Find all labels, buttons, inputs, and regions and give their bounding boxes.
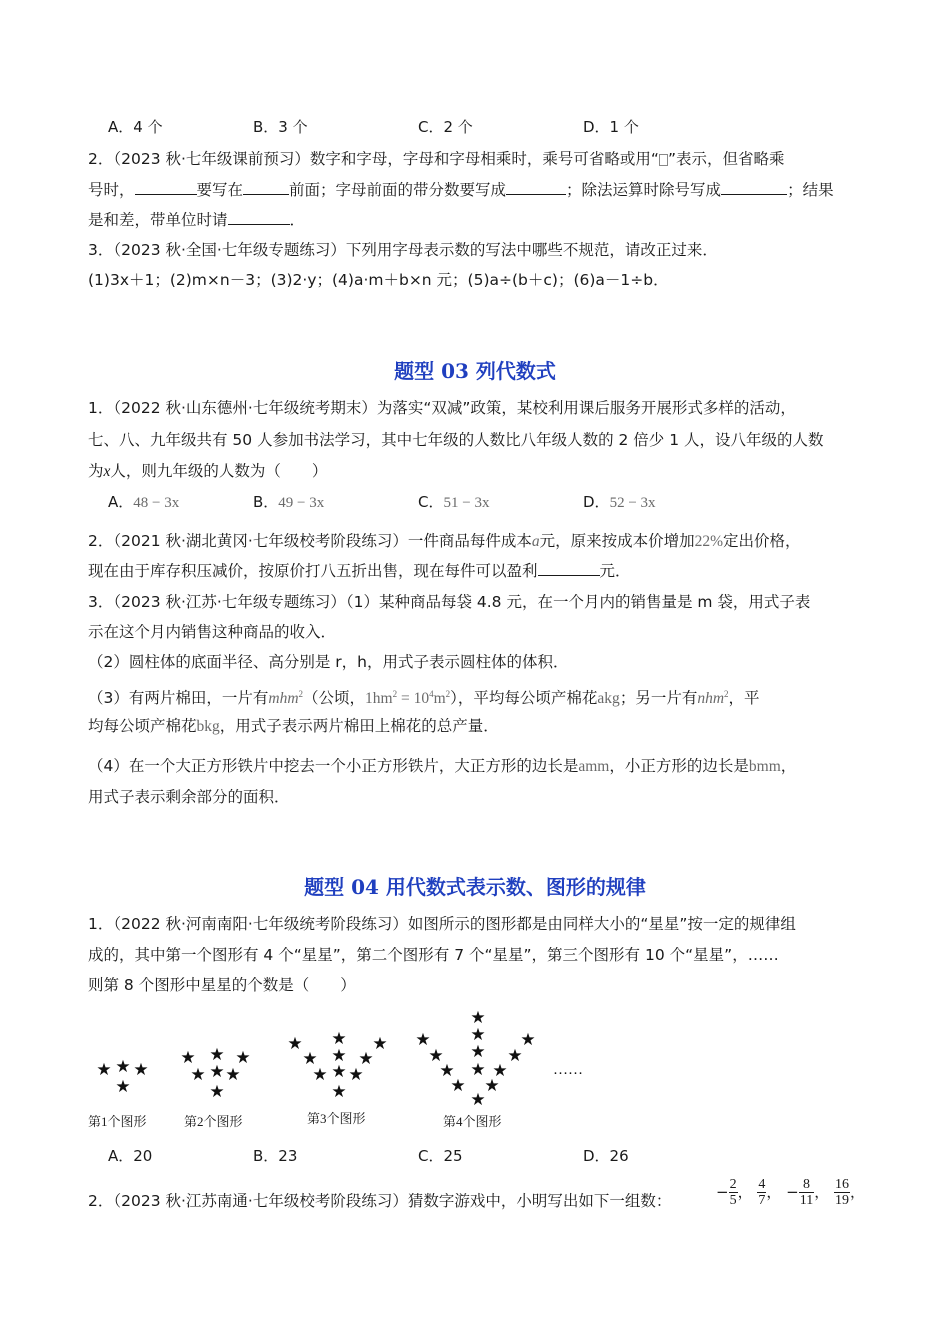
option-b: B．23	[253, 1147, 298, 1165]
question-text: 2．（2021 秋·湖北黄冈·七年级校考阶段练习）一件商品每件成本a元，原来按成本价增加22%定出价格，	[88, 532, 801, 550]
option-c: C．25	[418, 1147, 463, 1165]
question-text: 示在这个月内销售这种商品的收入．	[88, 623, 337, 641]
star-icon-fig1: ★	[96, 1060, 112, 1080]
star-icon-fig4: ★	[470, 1060, 486, 1080]
star-icon-fig4: ★	[470, 1008, 486, 1028]
answer-blank[interactable]	[228, 210, 290, 225]
star-icon-fig4: ★	[415, 1030, 431, 1050]
option-a: A．48 − 3x	[108, 493, 180, 511]
star-icon-fig4: ★	[439, 1061, 455, 1081]
figure-caption: 第4个图形	[443, 1114, 502, 1129]
ellipsis: ……	[553, 1062, 583, 1078]
star-icon-fig4: ★	[520, 1030, 536, 1050]
question-text: 为x人，则九年级的人数为（ ）	[88, 462, 328, 480]
star-icon-fig4: ★	[492, 1061, 508, 1081]
option-d: D．26	[583, 1147, 629, 1165]
question-text: 1．（2022 秋·河南南阳·七年级统考阶段练习）如图所示的图形都是由同样大小的“星星”按一定的规律组	[88, 915, 796, 933]
option-c: C．51 − 3x	[418, 493, 490, 511]
option-b: B．3 个	[253, 118, 308, 136]
star-icon-fig4: ★	[450, 1076, 466, 1096]
section-title: 题型 04 用代数式表示数、图形的规律	[304, 875, 646, 899]
option-a: A．20	[108, 1147, 153, 1165]
fraction: $\frac{2}{5}$	[729, 1177, 737, 1208]
answer-blank[interactable]	[243, 180, 289, 195]
option-d: D．1 个	[583, 118, 639, 136]
fraction: $\frac{8}{11}$	[799, 1177, 814, 1208]
star-icon-fig2: ★	[209, 1062, 225, 1082]
star-icon-fig3: ★	[302, 1049, 318, 1069]
figure-caption: 第1个图形	[88, 1114, 147, 1129]
answer-blank[interactable]	[538, 561, 600, 576]
answer-blank[interactable]	[506, 180, 566, 195]
question-text: (1)3x＋1；(2)m×n－3；(3)2·y；(4)a·m＋b×n 元；(5)a÷(b＋c)；(6)a－1÷b．	[88, 271, 669, 289]
question-text: 3．（2023 秋·江苏·七年级专题练习）（1）某种商品每袋 4.8 元，在一个月内的销售量是 m 袋，用式子表	[88, 593, 811, 611]
star-icon-fig3: ★	[358, 1049, 374, 1069]
question-text: （2）圆柱体的底面半径、高分别是 r，h，用式子表示圆柱体的体积．	[88, 653, 569, 671]
fraction-sequence: − $\frac{2}{5}$ ， $\frac{4}{7}$ ， − $\frac{8}{11}$ ， $\frac{16}{19}$ ，	[716, 1177, 866, 1208]
star-icon-fig1: ★	[115, 1057, 131, 1077]
question-text: （4）在一个大正方形铁片中挖去一个小正方形铁片，大正方形的边长是amm，小正方形的边长是bmm，	[88, 757, 797, 775]
star-icon-fig2: ★	[180, 1048, 196, 1068]
star-icon-fig3: ★	[331, 1046, 347, 1066]
figure-caption: 第3个图形	[307, 1111, 366, 1126]
question-text: 2．（2023 秋·江苏南通·七年级校考阶段练习）猜数字游戏中，小明写出如下一组数：	[88, 1192, 672, 1210]
multiply-dot-box-icon	[659, 154, 668, 166]
star-icon-fig4: ★	[484, 1076, 500, 1096]
star-icon-fig2: ★	[235, 1048, 251, 1068]
star-icon-fig1: ★	[115, 1077, 131, 1097]
question-text: 1．（2022 秋·山东德州·七年级统考期末）为落实“双减”政策，某校利用课后服务开展形式多样的活动，	[88, 399, 796, 417]
question-text: 2．（2023 秋·七年级课前预习）数字和字母，字母和字母相乘时，乘号可省略或用“ ”表示，但省略乘	[88, 150, 785, 168]
star-icon-fig4: ★	[470, 1025, 486, 1045]
star-icon-fig1: ★	[133, 1060, 149, 1080]
option-b: B．49 − 3x	[253, 493, 325, 511]
star-icon-fig2: ★	[225, 1065, 241, 1085]
star-icon-fig3: ★	[287, 1034, 303, 1054]
option-c: C．2 个	[418, 118, 473, 136]
fraction: $\frac{16}{19}$	[835, 1177, 850, 1208]
question-text: 号时， 要写在 前面；字母前面的带分数要写成 ；除法运算时除号写成 ；结果	[88, 181, 834, 199]
star-icon-fig4: ★	[470, 1090, 486, 1110]
question-text: 则第 8 个图形中星星的个数是（ ）	[88, 976, 356, 994]
answer-blank[interactable]	[135, 180, 197, 195]
star-pattern-figure	[0, 1005, 950, 1115]
star-icon-fig3: ★	[331, 1082, 347, 1102]
star-icon-fig4: ★	[470, 1042, 486, 1062]
question-text: （3）有两片棉田，一片有mhm$^2$（公顷，$1hm^2 = 10^4m^2$），平均每公顷产棉花akg；另一片有nhm$^2$，平	[88, 689, 760, 708]
option-d: D．52 − 3x	[583, 493, 656, 511]
star-icon-fig3: ★	[331, 1062, 347, 1082]
fraction: $\frac{4}{7}$	[758, 1177, 766, 1208]
star-icon-fig3: ★	[331, 1029, 347, 1049]
star-icon-fig2: ★	[209, 1045, 225, 1065]
star-icon-fig4: ★	[507, 1046, 523, 1066]
star-icon-fig3: ★	[372, 1034, 388, 1054]
question-text: 均每公顷产棉花bkg，用式子表示两片棉田上棉花的总产量．	[88, 717, 499, 735]
question-text: 现在由于库存积压减价，按原价打八五折出售，现在每件可以盈利 元．	[88, 562, 631, 580]
figure-caption: 第2个图形	[184, 1114, 243, 1129]
question-text: 成的，其中第一个图形有 4 个“星星”，第二个图形有 7 个“星星”，第三个图形有 10 个“星星”，……	[88, 946, 779, 964]
star-icon-fig2: ★	[190, 1065, 206, 1085]
option-a: A．4 个	[108, 118, 163, 136]
star-icon-fig2: ★	[209, 1082, 225, 1102]
star-icon-fig3: ★	[348, 1065, 364, 1085]
question-text: 是和差，带单位时请 ．	[88, 211, 306, 229]
star-icon-fig3: ★	[312, 1065, 328, 1085]
question-text: 七、八、九年级共有 50 人参加书法学习，其中七年级的人数比八年级人数的 2 倍少 1 人，设八年级的人数	[88, 431, 824, 449]
question-text: 用式子表示剩余部分的面积．	[88, 788, 290, 806]
section-title: 题型 03 列代数式	[394, 359, 556, 383]
question-text: 3．（2023 秋·全国·七年级专题练习）下列用字母表示数的写法中哪些不规范，请改正过来．	[88, 241, 718, 259]
star-icon-fig4: ★	[428, 1046, 444, 1066]
answer-blank[interactable]	[721, 180, 787, 195]
